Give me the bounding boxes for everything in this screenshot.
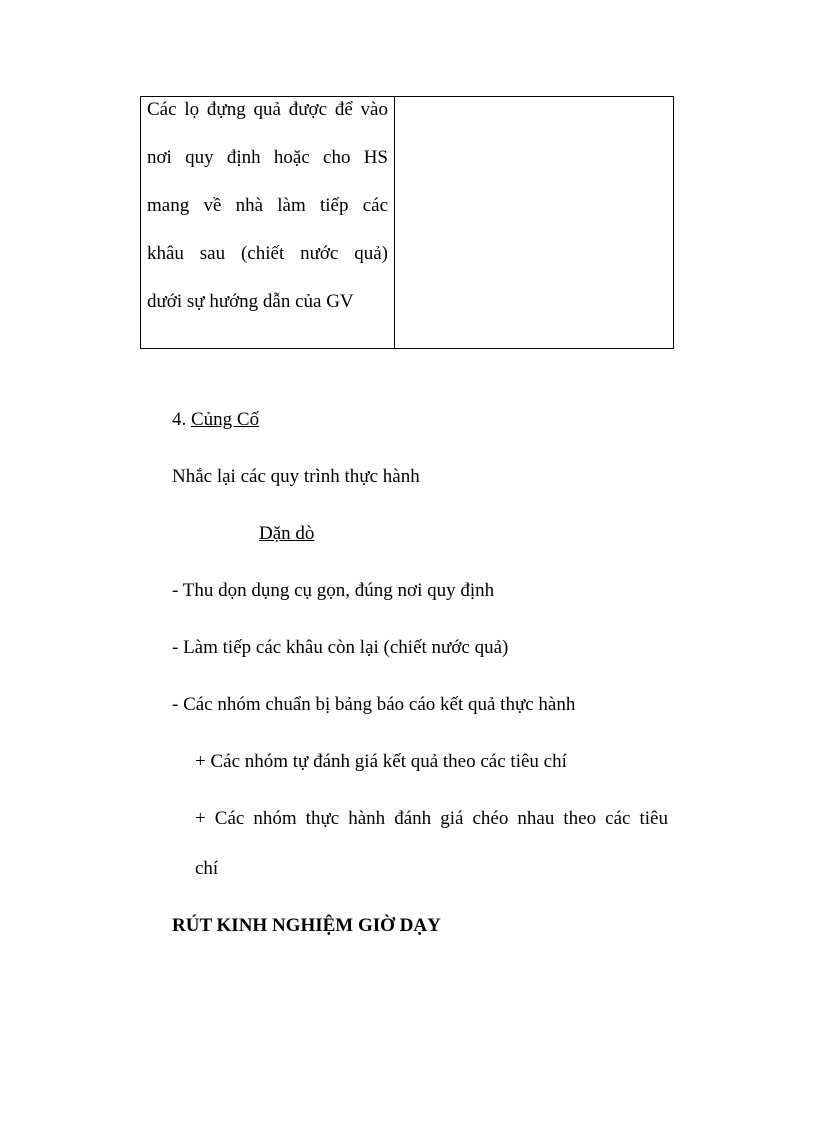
homework-subitem-continuation: chí xyxy=(195,858,219,879)
table-cell-line: Các lọ đựng quả được để vào xyxy=(147,99,388,120)
homework-subitem: + Các nhóm tự đánh giá kết quả theo các tiêu chí xyxy=(195,751,567,772)
homework-item: - Làm tiếp các khâu còn lại (chiết nước quả) xyxy=(172,637,509,658)
homework-item: - Các nhóm chuẩn bị bảng báo cáo kết quả thực hành xyxy=(172,694,576,715)
section-4-text: Nhắc lại các quy trình thực hành xyxy=(172,466,420,487)
homework-title: Dặn dò xyxy=(259,523,315,544)
section-4-heading xyxy=(172,408,259,432)
homework-item: - Thu dọn dụng cụ gọn, đúng nơi quy định xyxy=(172,580,495,601)
section-number: 4. xyxy=(172,409,187,430)
homework-subitem: + Các nhóm thực hành đánh giá chéo nhau theo các tiêu xyxy=(195,808,668,829)
table-cell-line: khâu sau (chiết nước quả) xyxy=(147,243,388,264)
table-cell-line: mang về nhà làm tiếp các xyxy=(147,195,388,216)
table-cell-teacher-activity xyxy=(141,97,395,348)
section-title: Củng Cố xyxy=(191,409,260,430)
review-heading: RÚT KINH NGHIỆM GIỜ DẠY xyxy=(172,915,441,936)
table-cell-line: dưới sự hướng dẫn của GV xyxy=(147,291,354,312)
table-cell-line: nơi quy định hoặc cho HS xyxy=(147,147,388,168)
table-cell-student-activity xyxy=(395,97,673,348)
activity-table xyxy=(140,96,674,349)
